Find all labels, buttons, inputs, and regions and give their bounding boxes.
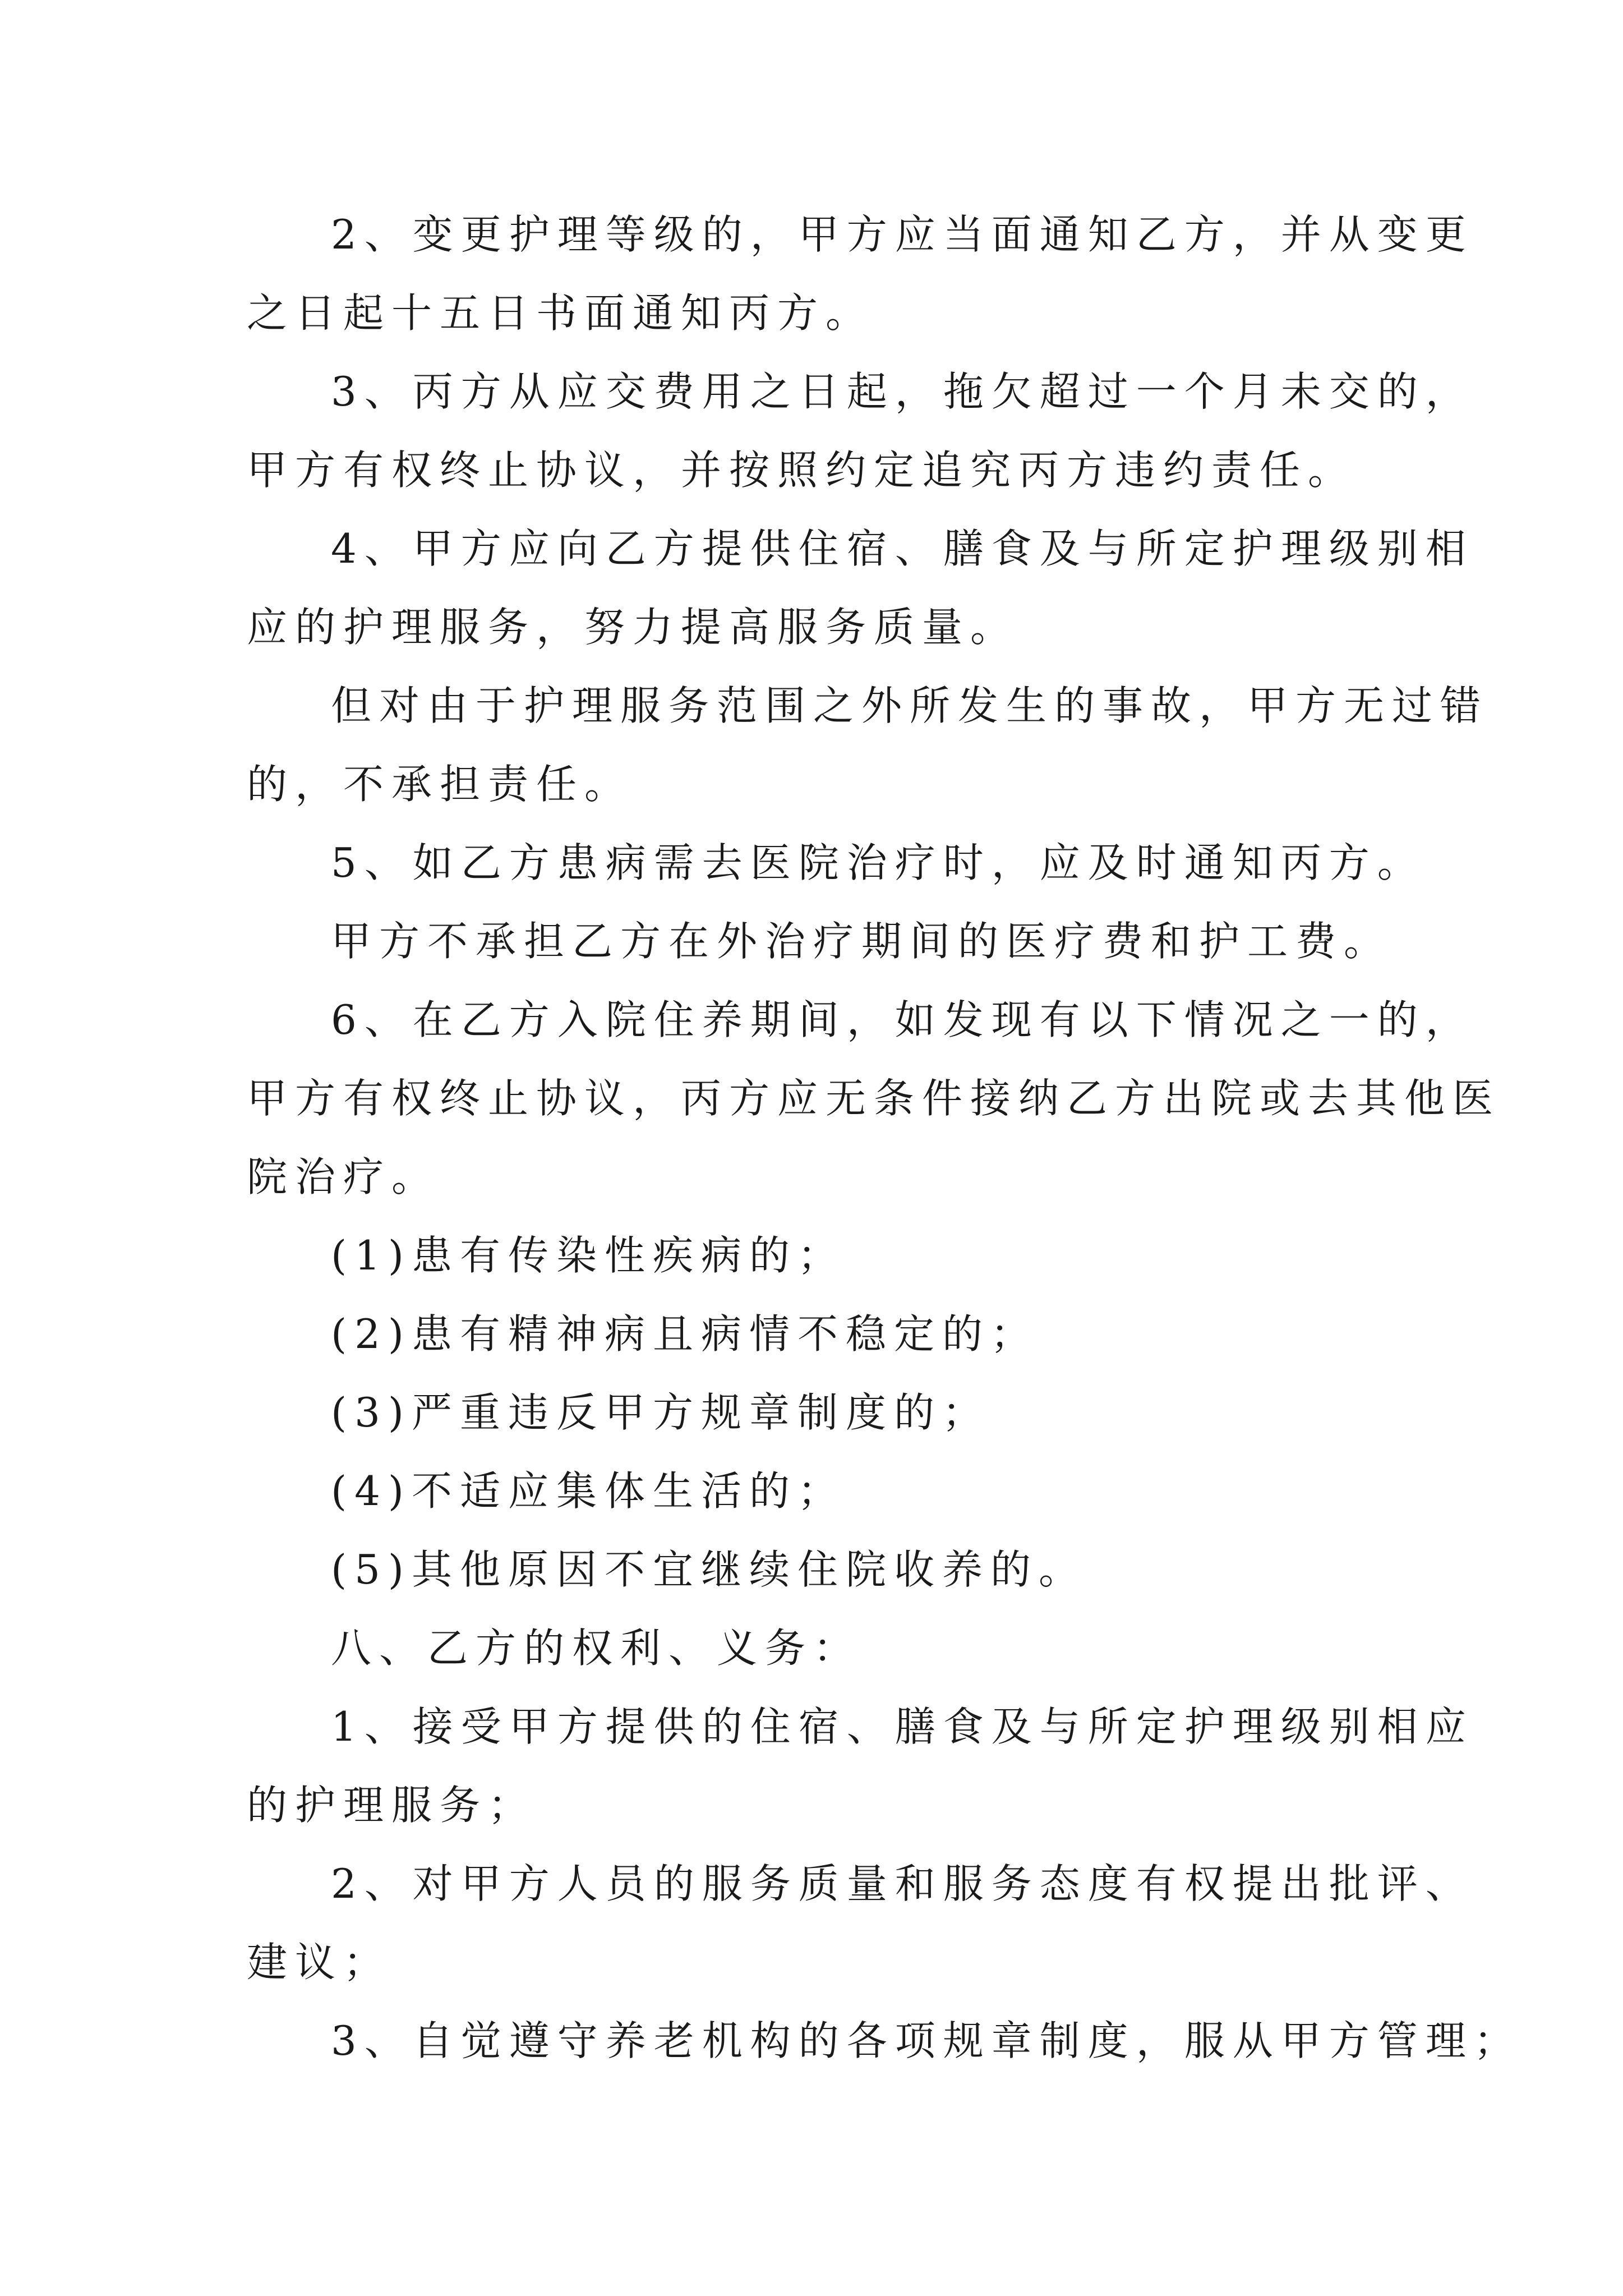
text-line: 院治疗。 <box>247 1153 440 1200</box>
text-line: 3、自觉遵守养老机构的各项规章制度，服从甲方管理； <box>331 2017 1522 2064</box>
text-line: 6、在乙方入院住养期间，如发现有以下情况之一的， <box>331 996 1474 1043</box>
text-line: (2)患有精神病且病情不稳定的； <box>331 1310 1039 1358</box>
text-line: 建议； <box>247 1939 392 1986</box>
text-line: (5)其他原因不宜继续住院收养的。 <box>331 1546 1087 1593</box>
text-line: 的，不承担责任。 <box>247 761 633 808</box>
text-line: 4、甲方应向乙方提供住宿、膳食及与所定护理级别相 <box>331 525 1474 572</box>
text-line: 之日起十五日书面通知丙方。 <box>247 289 874 337</box>
text-line: (3)严重违反甲方规章制度的； <box>331 1389 990 1436</box>
text-line: 5、如乙方患病需去医院治疗时，应及时通知丙方。 <box>331 839 1426 886</box>
text-line: 甲方不承担乙方在外治疗期间的医疗费和护工费。 <box>331 918 1393 965</box>
text-line: 甲方有权终止协议，丙方应无条件接纳乙方出院或去其他医 <box>247 1075 1501 1122</box>
text-line: 3、丙方从应交费用之日起，拖欠超过一个月未交的， <box>331 368 1474 415</box>
text-line: 的护理服务； <box>247 1782 537 1829</box>
text-line: 八、乙方的权利、义务： <box>331 1625 862 1672</box>
text-line: (4)不适应集体生活的； <box>331 1467 846 1515</box>
text-line: 2、变更护理等级的，甲方应当面通知乙方，并从变更 <box>331 211 1474 258</box>
text-line: 甲方有权终止协议，并按照约定追究丙方违约责任。 <box>247 447 1357 494</box>
text-line: 2、对甲方人员的服务质量和服务态度有权提出批评、 <box>331 1860 1474 1907</box>
text-line: 但对由于护理服务范围之外所发生的事故，甲方无过错 <box>331 682 1489 729</box>
text-line: 应的护理服务，努力提高服务质量。 <box>247 604 1019 651</box>
text-line: (1)患有传染性疾病的； <box>331 1232 846 1279</box>
text-line: 1、接受甲方提供的住宿、膳食及与所定护理级别相应 <box>331 1703 1474 1750</box>
